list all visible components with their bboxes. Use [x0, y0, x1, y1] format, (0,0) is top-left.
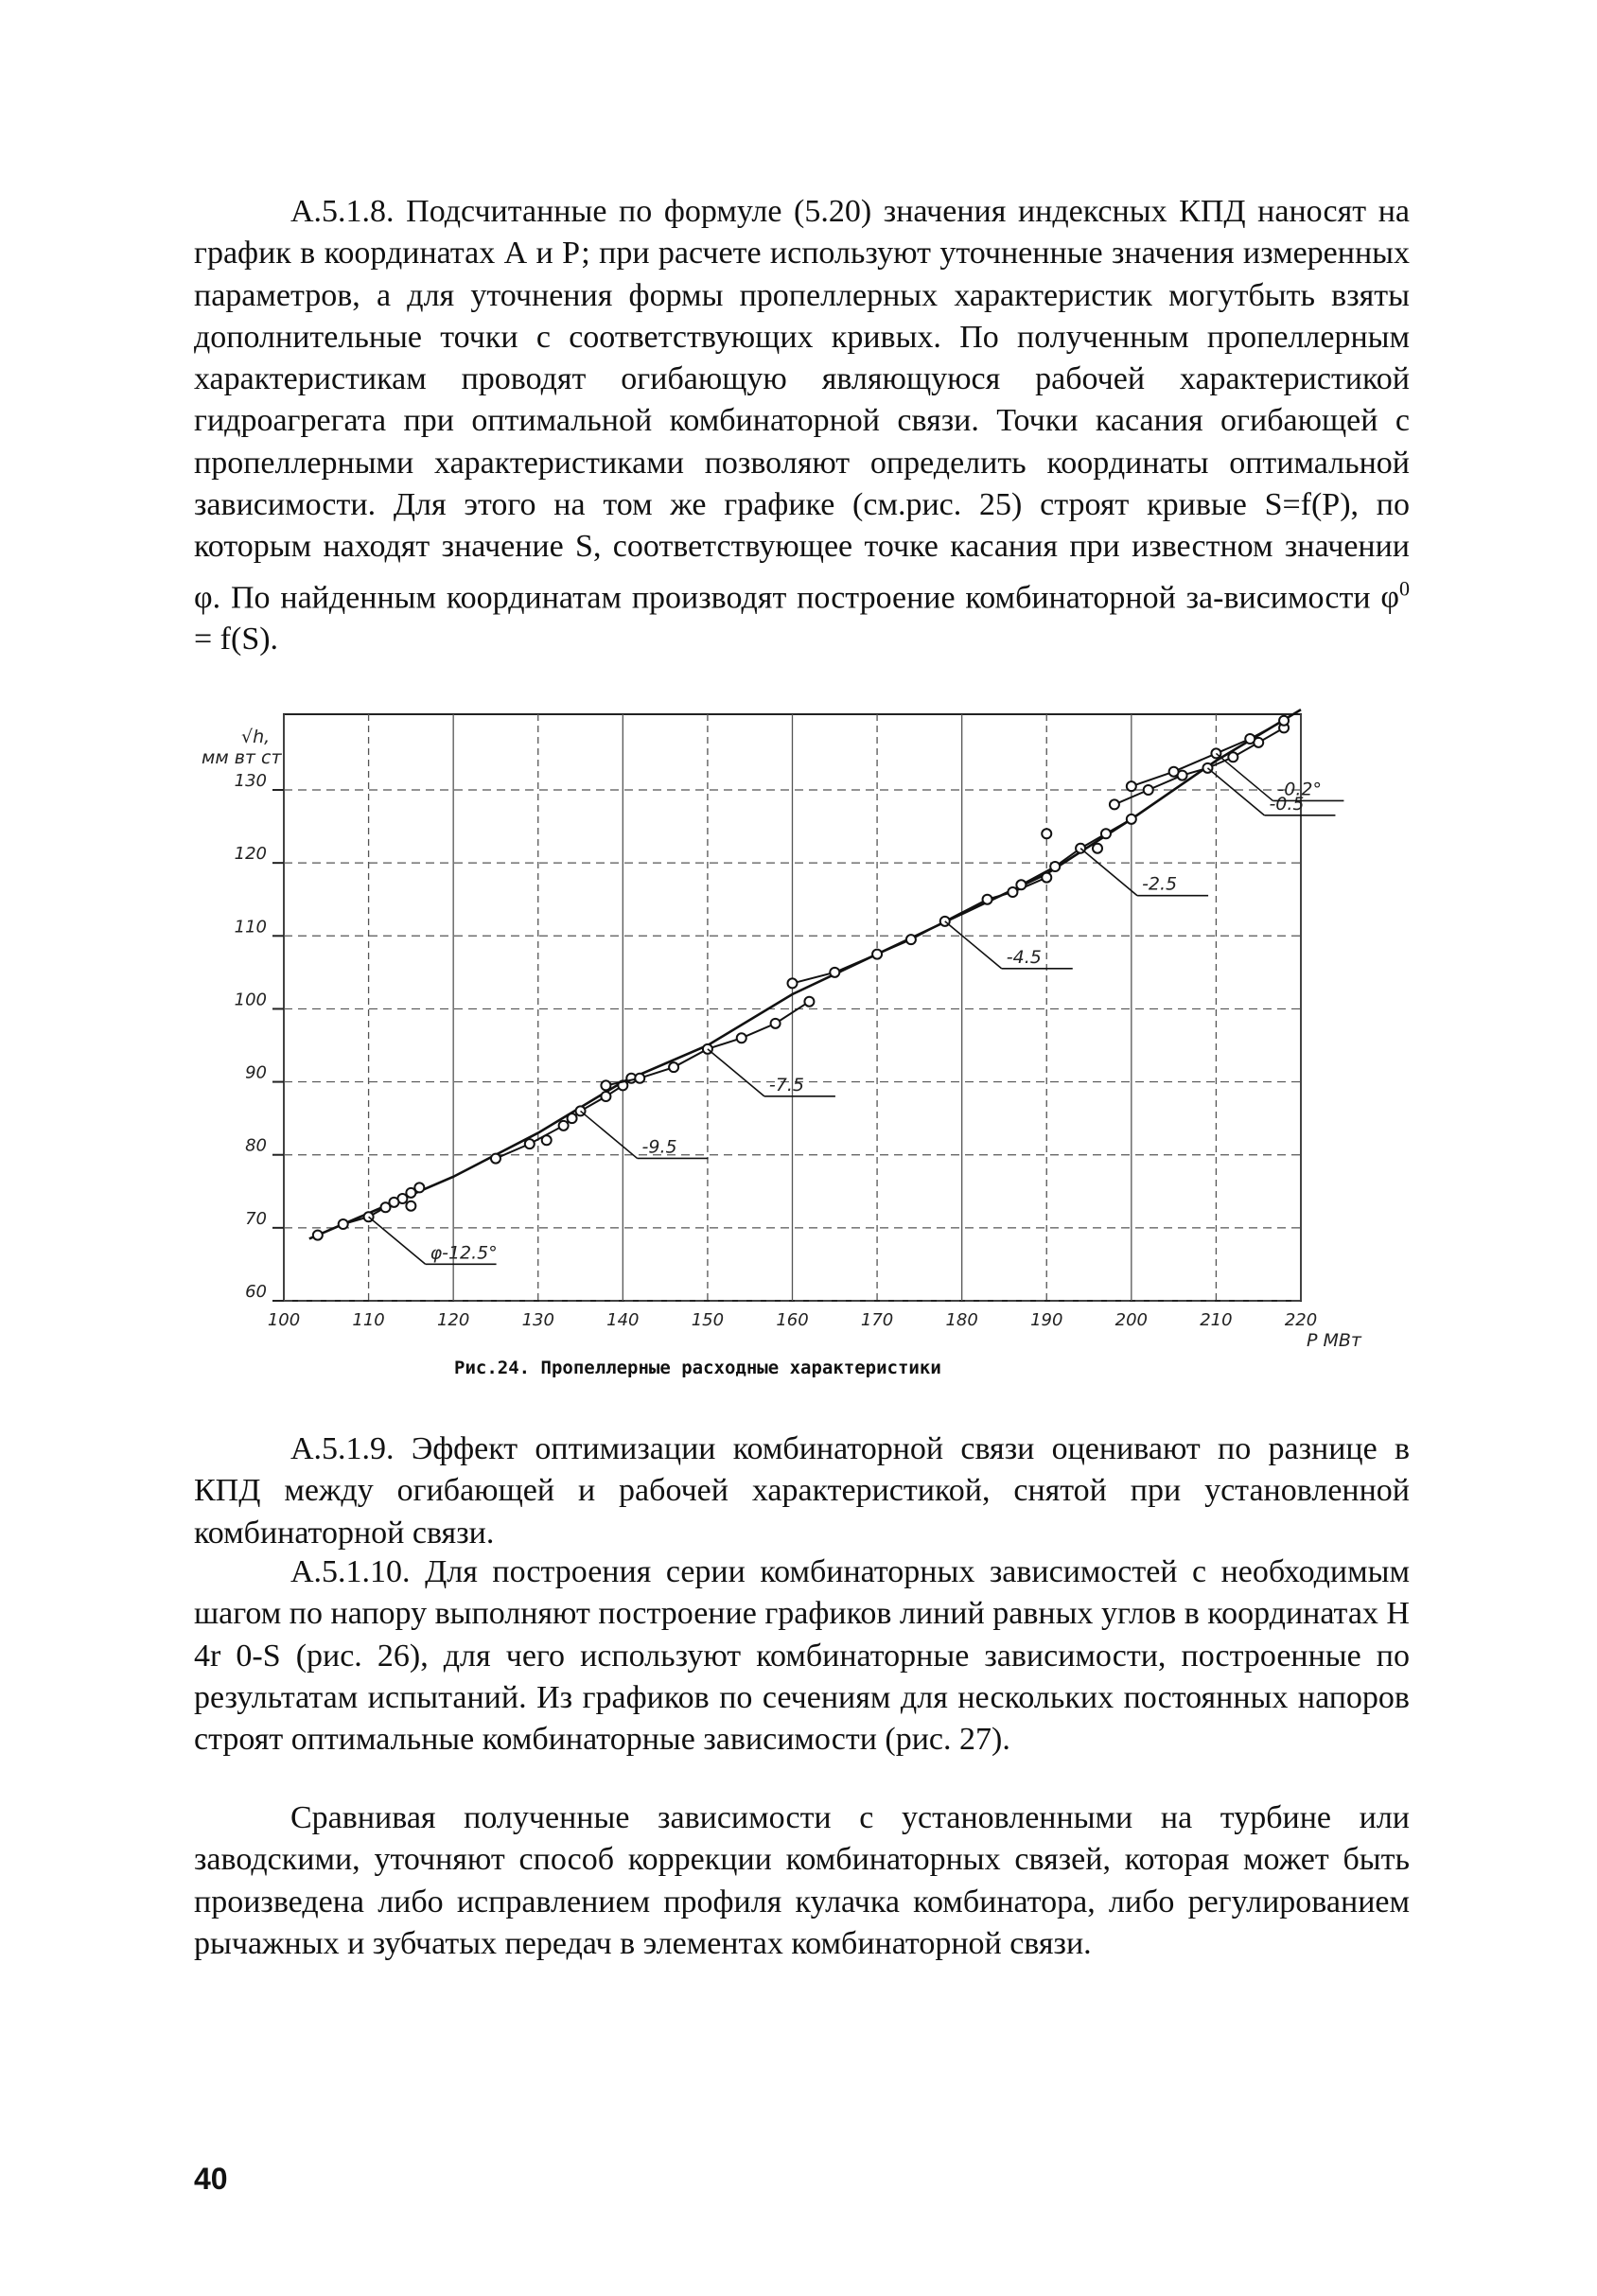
- data-point: [771, 1019, 781, 1028]
- data-point: [1144, 785, 1153, 795]
- y-axis-unit: мм вт ст: [202, 747, 282, 768]
- series-label: -0.5: [1269, 793, 1305, 815]
- paragraph-comparison: [194, 1797, 1410, 1965]
- x-tick-label: 150: [691, 1310, 725, 1330]
- x-tick-label: 170: [860, 1310, 894, 1330]
- data-point: [414, 1183, 424, 1192]
- data-point: [1016, 880, 1026, 889]
- series-leader: [581, 1111, 638, 1158]
- x-tick-label: 120: [436, 1310, 470, 1330]
- y-tick-label: 110: [234, 917, 267, 938]
- x-tick-label: 200: [1114, 1310, 1149, 1330]
- series-label: -9.5: [641, 1136, 677, 1158]
- data-point: [1110, 799, 1119, 809]
- data-point: [559, 1121, 569, 1130]
- series-label: -7.5: [768, 1074, 804, 1095]
- formula-lhs: φ: [1380, 580, 1399, 615]
- page-number: 40: [194, 2162, 228, 2196]
- figure-caption: Рис.24. Пропеллерные расходные характеристики: [454, 1358, 941, 1378]
- data-point: [491, 1154, 500, 1164]
- data-point: [406, 1201, 415, 1211]
- data-point: [1127, 815, 1136, 824]
- y-tick-label: 90: [245, 1062, 267, 1083]
- x-tick-label: 160: [776, 1310, 809, 1330]
- data-point: [983, 895, 992, 904]
- series-leader: [1080, 849, 1137, 896]
- x-tick-label: 210: [1200, 1310, 1233, 1330]
- data-point: [1050, 862, 1060, 871]
- series-label: -0.2°: [1277, 779, 1322, 800]
- series-label: φ-12.5°: [430, 1242, 498, 1264]
- data-point: [1245, 734, 1255, 744]
- data-point: [1042, 829, 1051, 838]
- data-point: [1042, 873, 1051, 883]
- series-label: -4.5: [1006, 946, 1042, 968]
- x-tick-label: 220: [1284, 1310, 1318, 1330]
- series-leader: [945, 921, 1002, 969]
- series-leader: [708, 1049, 764, 1096]
- data-point: [568, 1113, 577, 1123]
- data-point: [313, 1231, 323, 1240]
- data-point: [737, 1033, 746, 1043]
- paragraph-a519: [194, 1428, 1410, 1554]
- paragraph-a519-text: А.5.1.9. Эффект оптимизации комбинаторной связи оценивают по разнице в КПД между огибающей и рабочей характеристикой, снятой при установленной комбинаторной связи.: [194, 1431, 1410, 1551]
- data-point: [542, 1135, 552, 1145]
- data-point: [601, 1092, 610, 1101]
- series-leader: [369, 1217, 426, 1264]
- x-tick-label: 100: [267, 1310, 301, 1330]
- formula-rhs: = f(S).: [194, 622, 279, 657]
- y-tick-label: 130: [234, 771, 267, 791]
- y-tick-label: 100: [234, 990, 267, 1010]
- data-point: [601, 1080, 610, 1090]
- y-tick-label: 60: [245, 1282, 267, 1302]
- formula-sup: 0: [1399, 576, 1410, 601]
- data-point: [635, 1074, 644, 1083]
- data-point: [339, 1219, 348, 1229]
- paragraph-comparison-text: Сравнивая полученные зависимости с установленными на турбине или заводскими, уточняют способ коррекции комбинаторных связей, которая может быть произведена либо исправлением профиля кулачка комбинатора, либо регулированием рычажных и зубчатых передач в элементах комбинаторной связи.: [194, 1800, 1410, 1961]
- data-point: [1279, 716, 1289, 726]
- data-point: [1008, 887, 1017, 897]
- series-leader: [1216, 753, 1272, 800]
- data-point: [804, 997, 814, 1007]
- y-axis-label: √h,: [241, 727, 271, 747]
- x-tick-label: 180: [945, 1310, 978, 1330]
- data-point: [830, 968, 839, 977]
- paragraph-a5110: [194, 1551, 1410, 1761]
- figure-propeller-characteristics: [184, 695, 1377, 1376]
- data-point: [1101, 829, 1111, 838]
- series-label: -2.5: [1142, 873, 1178, 895]
- paragraph-a5110-text: А.5.1.10. Для построения серии комбинаторных зависимостей с необходимым шагом по напору выполняют построение графиков линий равных углов в координатах H 4r 0-S (рис. 26), для чего используют комбинаторные зависимости, построенные по результатам испытаний. Из графиков по сечениям для нескольких постоянных напоров строят оптимальные комбинаторные зависимости (рис. 27).: [194, 1554, 1410, 1758]
- data-point: [906, 935, 916, 944]
- y-tick-label: 70: [245, 1208, 267, 1229]
- x-tick-label: 110: [352, 1310, 385, 1330]
- x-tick-label: 190: [1030, 1310, 1063, 1330]
- x-tick-label: 130: [521, 1310, 554, 1330]
- series-line: [1132, 721, 1284, 786]
- paragraph-a518: [194, 191, 1410, 661]
- data-point: [1127, 781, 1136, 791]
- data-point: [1169, 767, 1179, 777]
- data-point: [669, 1062, 678, 1072]
- y-tick-label: 120: [234, 844, 267, 865]
- x-tick-label: 140: [606, 1310, 640, 1330]
- data-point: [872, 950, 882, 959]
- y-tick-label: 80: [245, 1135, 267, 1156]
- data-point: [1228, 752, 1237, 762]
- data-point: [389, 1198, 398, 1207]
- data-point: [1093, 844, 1102, 853]
- data-point: [788, 978, 798, 988]
- data-point: [525, 1139, 535, 1148]
- chart-svg: [184, 695, 1377, 1358]
- paragraph-a518-text: А.5.1.8. Подсчитанные по формуле (5.20) значения индексных КПД наносят на график в координатах А и Р; при расчете используют уточненные значения измеренных параметров, а для уточнения формы пропеллерных характеристик могутбыть взяты дополнительные точки с соответствующих кривых. По полученным пропеллерным характеристикам проводят огибающую являющуюся рабочей характеристикой гидроагрегата при оптимальной комбинаторной связи. Точки касания огибающей с пропеллерными характеристиками позволяют определить координаты оптимальной зависимости. Для этого на том же графике (см.рис. 25) строят кривые S=f(P), по которым находят значение S, соответствующее точке касания при известном значении φ. По найденным координатам производят построение комбинаторной за-висимости: [194, 194, 1410, 615]
- x-axis-unit: P МВт: [1307, 1330, 1361, 1351]
